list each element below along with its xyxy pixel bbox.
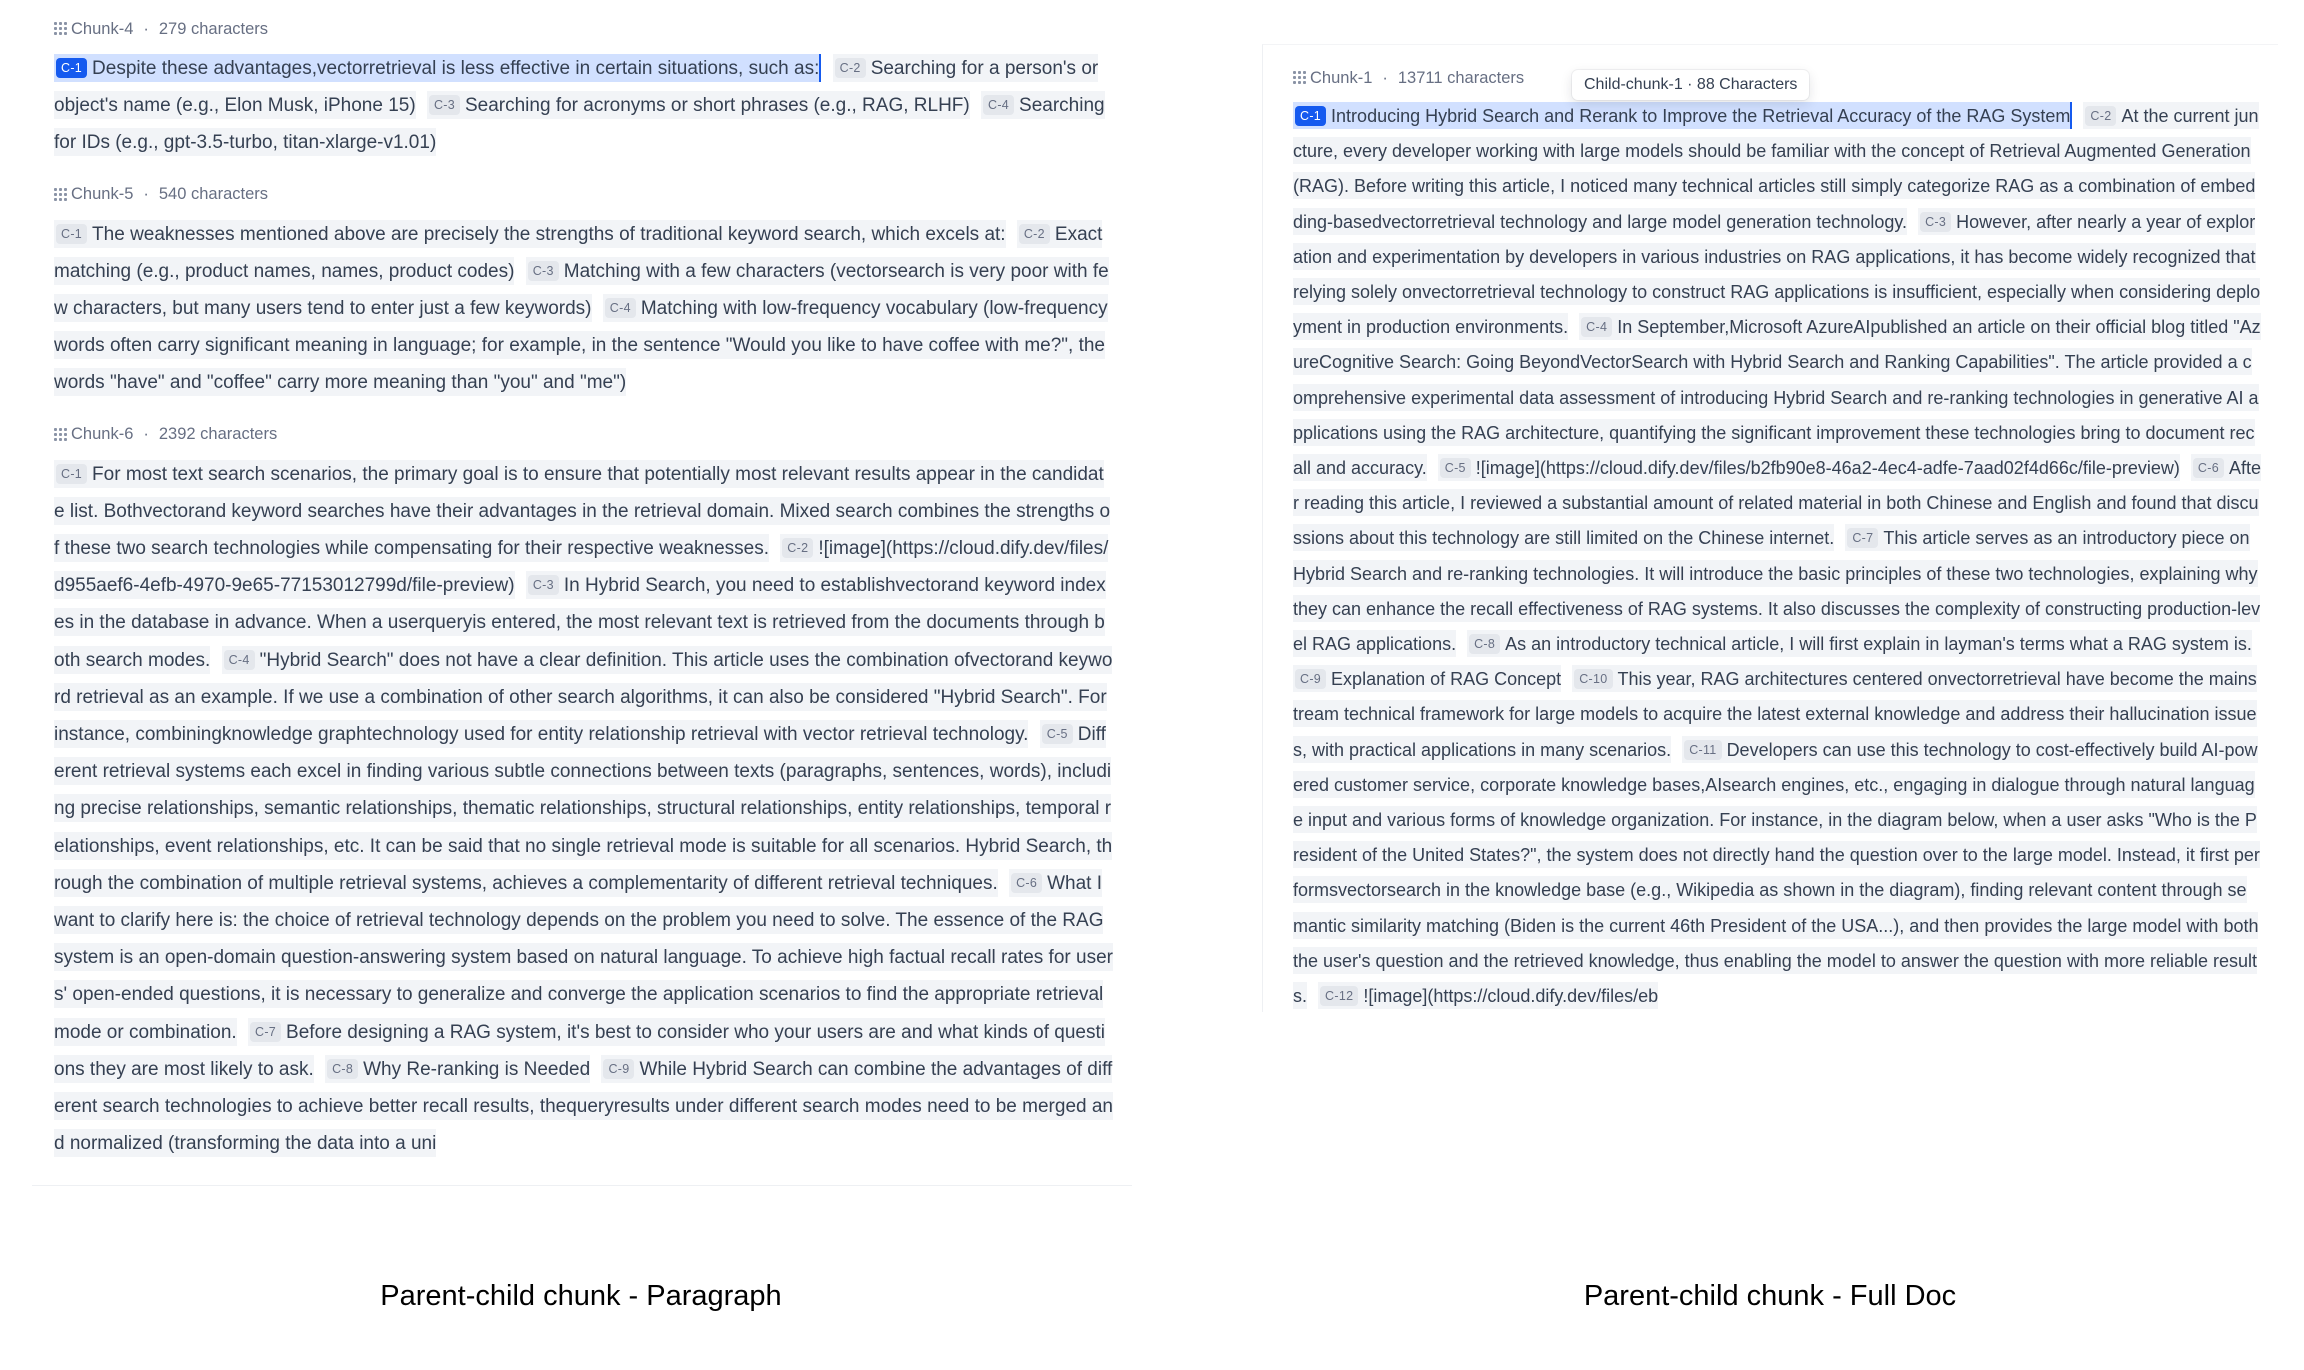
child-chunk-text: In Hybrid Search, you need to establishvectorand keyword indexes in the database in advance. When a userqueryis entered, the most relevant text is retrieved from the documents through both search modes. bbox=[54, 575, 1106, 671]
child-chunk-tag: C-2 bbox=[1019, 224, 1050, 244]
child-chunk-text: What I want to clarify here is: the choice of retrieval technology depends on the problem you need to solve. The essence of the RAG system is an open-domain question-answering system based on natural language. To achieve high factual recall rates for users' open-ended questions, it is necessary to generalize and converge the application scenarios to find the appropriate retrieval mode or combination. bbox=[54, 872, 1113, 1043]
child-chunk-tag: C-4 bbox=[605, 298, 636, 318]
child-chunk-text: At the current juncture, every developer working with large models should be familiar with the concept of Retrieval Augmented Generation (RAG). Before writing this article, I noticed many technical articles still simply categorize RAG as a combination of embedding-basedvectorretrieval technology and large model generation technology. bbox=[1293, 106, 2259, 232]
chunk-content bbox=[54, 216, 1114, 402]
chunk-char-count: 540 characters bbox=[158, 185, 269, 204]
child-chunk-tag: C-6 bbox=[1011, 873, 1042, 893]
child-chunk[interactable] bbox=[54, 54, 821, 82]
grid-icon bbox=[1293, 71, 1307, 85]
child-chunk-text: Developers can use this technology to cost-effectively build AI-powered customer service, corporate knowledge bases,AIsearch engines, etc., engaging in dialogue through natural language input and various forms of knowledge organization. For instance, in the diagram below, when a user asks "Who is the President of the United States?", the system does not directly hand the question over to the large model. Instead, it first performsvectorsearch in the knowledge base (e.g., Wikipedia as shown in the diagram), finding relevant content through semantic similarity matching (Biden is the current 46th President of the USA...), and then provides the large model with both the user's question and the retrieved knowledge, thus enabling the model to answer the question with more reliable results. bbox=[1293, 739, 2260, 1007]
child-chunk[interactable] bbox=[1318, 982, 1658, 1009]
child-chunk[interactable] bbox=[1293, 665, 1561, 692]
child-chunk-text: Despite these advantages,vectorretrieval is less effective in certain situations, such as: bbox=[92, 58, 820, 79]
grid-icon bbox=[54, 22, 68, 36]
chunk-header bbox=[54, 14, 1114, 44]
child-chunk-tag: C-1 bbox=[56, 224, 87, 244]
separator-dot: · bbox=[1382, 68, 1388, 87]
chunk-header bbox=[54, 420, 1114, 450]
child-chunk-tag: C-3 bbox=[429, 95, 460, 115]
child-chunk-tag: C-7 bbox=[1847, 528, 1878, 548]
child-chunk-tag: C-6 bbox=[2193, 458, 2224, 478]
child-chunk-text: Introducing Hybrid Search and Rerank to Improve the Retrieval Accuracy of the RAG System bbox=[1331, 106, 2071, 126]
child-chunk-tag: C-12 bbox=[1320, 986, 1358, 1006]
caption-paragraph: Parent-child chunk - Paragraph bbox=[380, 1280, 782, 1312]
chunk-card[interactable] bbox=[54, 420, 1114, 1163]
child-chunk[interactable] bbox=[1293, 102, 2072, 129]
child-chunk-tag: C-9 bbox=[603, 1059, 634, 1079]
child-chunk-text: ![image](https://cloud.dify.dev/files/b2fb90e8-46a2-4ec4-adfe-7aad02f4d66c/file-preview) bbox=[1475, 458, 2180, 479]
child-chunk[interactable] bbox=[1467, 630, 2252, 657]
child-chunk-text: While Hybrid Search can combine the advantages of different search technologies to achieve better recall results, thequeryresults under different search modes need to be merged and normalized (transforming the data into a uni bbox=[54, 1058, 1113, 1155]
chunk-title: Chunk-4 bbox=[71, 19, 134, 38]
child-chunk-text: Before designing a RAG system, it's best to consider who your users are and what kinds of questions they are most likely to ask. bbox=[54, 1021, 1105, 1080]
child-chunk-text: This article serves as an introductory piece on Hybrid Search and re-ranking technologies. It will introduce the basic principles of these two technologies, explaining why they can enhance the recall effectiveness of RAG systems. It also discusses the complexity of constructing production-level RAG applications. bbox=[1293, 528, 2261, 655]
child-chunk-tag: C-11 bbox=[1684, 740, 1721, 760]
child-chunk-tag: C-2 bbox=[2085, 106, 2116, 126]
child-chunk-text: Searching for IDs (e.g., gpt-3.5-turbo, titan-xlarge-v1.01) bbox=[54, 95, 1105, 154]
child-chunk-tag: C-10 bbox=[1574, 669, 1612, 689]
child-chunk-text: After reading this article, I reviewed a substantial amount of related material in both Chinese and English and found that discussions about this technology are still limited on the Chinese internet. bbox=[1293, 458, 2261, 549]
chunk-card[interactable] bbox=[54, 180, 1114, 402]
child-chunk-text: ![image](https://cloud.dify.dev/files/d955aef6-4efb-4970-9e65-77153012799d/file-preview) bbox=[54, 538, 1109, 597]
full-doc-mode-panel bbox=[1262, 44, 2278, 1012]
chunk-content bbox=[54, 456, 1114, 1163]
child-chunk-tag: C-5 bbox=[1042, 724, 1073, 744]
child-chunk[interactable] bbox=[1293, 736, 2260, 1009]
child-chunk-tag: C-3 bbox=[528, 575, 559, 595]
child-chunk-text: Explanation of RAG Concept bbox=[1331, 669, 1562, 690]
child-chunk-tooltip: Child-chunk-1 · 88 Characters bbox=[1572, 70, 1809, 100]
chunk-card[interactable] bbox=[1293, 63, 2261, 1007]
child-chunk-text: This year, RAG architectures centered onvectorretrieval have become the mainstream technical framework for large models to acquire the latest external knowledge and address their hallucination issues, with practical applications in many scenarios. bbox=[1293, 669, 2257, 760]
child-chunk[interactable] bbox=[325, 1055, 590, 1083]
child-chunk-tag: C-4 bbox=[983, 95, 1014, 115]
child-chunk-text: Why Re-ranking is Needed bbox=[363, 1058, 591, 1080]
child-chunk-text: Searching for a person's or object's name (e.g., Elon Musk, iPhone 15) bbox=[54, 58, 1099, 117]
separator-dot: · bbox=[143, 19, 149, 38]
child-chunk-tag: C-2 bbox=[782, 538, 813, 558]
child-chunk-text: "Hybrid Search" does not have a clear definition. This article uses the combination ofvectorand keyword retrieval as an example. If we use a combination of other search algorithms, it can also be considered "Hybrid Search". For instance, combiningknowledge graphtechnology used for entity relationship retrieval with vector retrieval technology. bbox=[54, 649, 1113, 746]
child-chunk-text: For most text search scenarios, the primary goal is to ensure that potentially most relevant results appear in the candidate list. Bothvectorand keyword searches have their advantages in the retrieval domain. Mixed search combines the strengths of these two search technologies while compensating for their respective weaknesses. bbox=[54, 463, 1111, 560]
child-chunk-tag: C-2 bbox=[835, 58, 866, 78]
child-chunk-text: Searching for acronyms or short phrases (e.g., RAG, RLHF) bbox=[464, 95, 970, 117]
chunk-content bbox=[1293, 99, 2261, 1007]
child-chunk-text: Matching with a few characters (vectorsearch is very poor with few characters, but many users tend to enter just a few keywords) bbox=[54, 260, 1109, 320]
child-chunk[interactable] bbox=[54, 220, 1006, 248]
chunk-content bbox=[54, 50, 1114, 162]
child-chunk-tag: C-7 bbox=[250, 1022, 281, 1042]
child-chunk-tag: C-9 bbox=[1295, 669, 1326, 689]
child-chunk-text: The weaknesses mentioned above are precisely the strengths of traditional keyword search, which excels at: bbox=[92, 223, 1006, 245]
child-chunk-tag: C-1 bbox=[56, 58, 87, 78]
child-chunk-text: Different retrieval systems each excel in finding various subtle connections between texts (paragraphs, sentences, words), including precise relationships, semantic relationships, thematic relationships, structural relationships, entity relationships, temporal relationships, event relationships, etc. It can be said that no single retrieval mode is suitable for all scenarios. Hybrid Search, through the combination of multiple retrieval systems, achieves a complementarity of different retrieval techniques. bbox=[54, 724, 1113, 894]
chunk-char-count: 13711 characters bbox=[1397, 68, 1525, 87]
child-chunk-text: Matching with low-frequency vocabulary (low-frequency words often carry significant meaning in language; for example, in the sentence "Would you like to have coffee with me?", the words "have" and "coffee" carry more meaning than "you" and "me") bbox=[54, 298, 1108, 394]
caption-full-doc: Parent-child chunk - Full Doc bbox=[1583, 1280, 1957, 1312]
grid-icon bbox=[54, 428, 68, 442]
child-chunk-text: ![image](https://cloud.dify.dev/files/eb bbox=[1363, 986, 1659, 1007]
child-chunk[interactable] bbox=[54, 646, 1112, 748]
child-chunk-tag: C-8 bbox=[327, 1059, 358, 1079]
chunk-char-count: 2392 characters bbox=[158, 425, 278, 444]
child-chunk-tag: C-5 bbox=[1440, 458, 1471, 478]
paragraph-mode-panel bbox=[32, 14, 1132, 1186]
grid-icon bbox=[54, 188, 68, 202]
separator-dot: · bbox=[143, 425, 149, 444]
child-chunk-text: Exact matching (e.g., product names, names, product codes) bbox=[54, 223, 1103, 282]
separator-dot: · bbox=[143, 185, 149, 204]
child-chunk-text: In September,Microsoft AzureAIpublished an article on their official blog titled "AzureCognitive Search: Going BeyondVectorSearch with Hybrid Search and Ranking Capabilities". The article provided a comprehensive experimental data assessment of introducing Hybrid Search and re-ranking technologies in generative AI applications using the RAG architecture, quantifying the significant improvement these technologies bring to document recall and accuracy. bbox=[1293, 317, 2261, 479]
child-chunk-tag: C-4 bbox=[1581, 317, 1612, 337]
chunk-title: Chunk-1 bbox=[1310, 68, 1373, 87]
chunk-char-count: 279 characters bbox=[158, 19, 269, 38]
child-chunk[interactable] bbox=[1438, 454, 2180, 481]
child-chunk-tag: C-8 bbox=[1469, 634, 1500, 654]
chunk-title: Chunk-6 bbox=[71, 425, 134, 444]
child-chunk-tag: C-3 bbox=[1920, 212, 1951, 232]
chunk-header bbox=[54, 180, 1114, 210]
child-chunk-tag: C-3 bbox=[528, 261, 559, 281]
chunk-title: Chunk-5 bbox=[71, 185, 134, 204]
child-chunk-text: As an introductory technical article, I will first explain in layman's terms what a RAG system is. bbox=[1505, 634, 2252, 655]
child-chunk-text: However, after nearly a year of exploration and experimentation by developers in various industries on RAG applications, it has become widely recognized that relying solely onvectorretrieval technology to construct RAG applications is insufficient, especially when considering deployment in production environments. bbox=[1293, 211, 2261, 338]
child-chunk-tag: C-1 bbox=[1295, 106, 1326, 126]
chunk-card[interactable] bbox=[54, 14, 1114, 162]
child-chunk-tag: C-1 bbox=[56, 464, 87, 484]
child-chunk[interactable] bbox=[427, 91, 970, 119]
child-chunk-tag: C-4 bbox=[224, 650, 255, 670]
